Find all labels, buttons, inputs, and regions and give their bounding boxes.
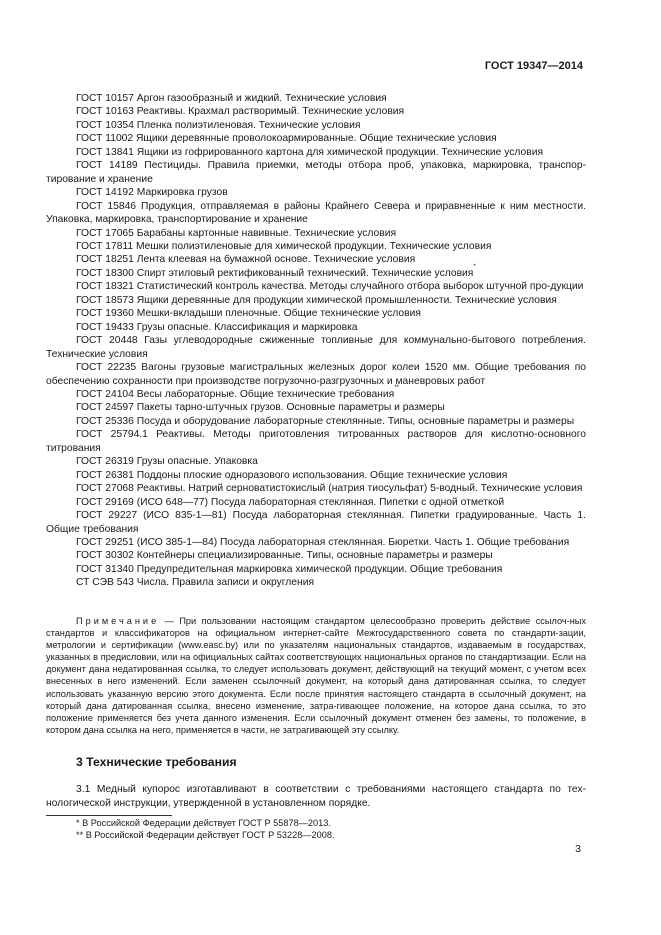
reference-item: ГОСТ 31340 Предупредительная маркировка химической продукции. Общие требования — [76, 563, 503, 575]
note-label: Примечание — [76, 616, 160, 626]
footnote: * В Российской Федерации действует ГОСТ Р 55878—2013. — [76, 818, 331, 828]
footnote-mark: * — [473, 263, 476, 270]
reference-item: ГОСТ 20448 Газы углеводородные сжиженные топливные для коммунально-бытового потребления. Технические условия — [46, 335, 586, 360]
reference-item: ГОСТ 29227 (ИСО 835-1—81) Посуда лабораторная стеклянная. Пипетки градуированные. Часть 1. Общие требования — [46, 510, 586, 535]
note-block — [46, 615, 586, 736]
reference-item: ГОСТ 29169 (ИСО 648—77) Посуда лабораторная стеклянная. Пипетки с одной отметкой — [76, 496, 505, 508]
reference-item: ГОСТ 19433 Грузы опасные. Классификация и маркировка — [76, 321, 358, 333]
normative-references-list — [46, 92, 586, 590]
reference-item: ГОСТ 26381 Поддоны плоские одноразового использования. Общие технические условия — [76, 469, 508, 481]
reference-text: ГОСТ 24104 Весы лабораторные. Общие технические требования — [76, 388, 395, 400]
reference-item: ГОСТ 13841 Ящики из гофрированного картона для химической продукции. Технические условия — [76, 146, 544, 158]
reference-item: ГОСТ 14189 Пестициды. Правила приемки, методы отбора проб, упаковка, маркировка, транспор-тирование и хранение — [46, 160, 586, 185]
reference-item: ГОСТ 22235 Вагоны грузовые магистральных железных дорог колеи 1520 мм. Общие требования по обеспечению сохранности при производстве погрузочно-разгрузочных и маневровых работ — [46, 362, 586, 387]
reference-item: ГОСТ 29251 (ИСО 385-1—84) Посуда лабораторная стеклянная. Бюретки. Часть 1. Общие требования — [76, 536, 570, 548]
section-title: 3 Технические требования — [76, 755, 237, 769]
footnote: ** В Российской Федерации действует ГОСТ Р 53228—2008. — [76, 830, 335, 841]
reference-item: ГОСТ 10163 Реактивы. Крахмал растворимый. Технические условия — [76, 106, 405, 118]
reference-item: ГОСТ 25336 Посуда и оборудование лабораторные стеклянные. Типы, основные параметры и размеры — [76, 415, 575, 427]
note-text: — При пользовании настоящим стандартом целесообразно проверить действие ссылоч-ных стандартов и классификаторов на официальном интернет-сайте Межгосударственного совета по стандарти-зации, метрологии и сертификации (www.easc.by) или по указателям национальных стандартов, издаваемым в государствах, указанных в предисловии, или на официальных сайтах соответствующих национальных органов по стандартизации. Если на документ дана недатированная ссылка, то следует использовать документ, действующий на текущий момент, с учетом всех внесенных в него изменений. Если заменен ссылочный документ, на который дана датированная ссылка, то следует использовать указанную версию этого документа. Если после принятия настоящего стандарта в ссылочный документ, на который дана датированная ссылка, внесено изменение, затра-гивающее положение, на которое дана ссылка, то это положение применяется без учета данного изменения. Если ссылочный документ отменен без замены, то положение, в котором дана ссылка на него, применяется в части, не затрагивающей эту ссылку. — [46, 616, 586, 735]
reference-item — [46, 263, 586, 280]
reference-item: ГОСТ 11002 Ящики деревянные проволокоармированные. Общие технические условия — [76, 133, 497, 145]
reference-item: ГОСТ 15846 Продукция, отправляемая в районы Крайнего Севера и приравненные к ним местности. Упаковка, маркировка, транспортирование и хранение — [46, 200, 586, 226]
footnote-divider — [46, 815, 172, 816]
reference-text: ГОСТ 18300 Спирт этиловый ректификованный технический. Технические условия — [76, 267, 474, 279]
reference-item: ГОСТ 26319 Грузы опасные. Упаковка — [76, 456, 258, 468]
section-paragraph: 3.1 Медный купорос изготавливают в соответствии с требованиями настоящего стандарта по тех-нологической инструкции, утвержденной в установленном порядке. — [46, 784, 586, 809]
footnote-mark: ** — [394, 384, 399, 391]
reference-item: ГОСТ 17811 Мешки полиэтиленовые для химической продукции. Технические условия — [76, 240, 492, 252]
reference-item: ГОСТ 19360 Мешки-вкладыши пленочные. Общие технические условия — [76, 308, 421, 320]
reference-item — [46, 384, 586, 401]
section-body — [46, 783, 586, 810]
reference-item: ГОСТ 24597 Пакеты тарно-штучных грузов. Основные параметры и размеры — [76, 402, 445, 414]
reference-item: СТ СЭВ 543 Числа. Правила записи и округления — [76, 577, 315, 589]
reference-item: ГОСТ 25794.1 Реактивы. Методы приготовления титрованных растворов для кислотно-основного титрования — [46, 429, 586, 454]
reference-item: ГОСТ 18321 Статистический контроль качества. Методы случайного отбора выборок штучной про-дукции — [76, 281, 584, 293]
reference-item: ГОСТ 18251 Лента клеевая на бумажной основе. Технические условия — [76, 254, 416, 266]
reference-item: ГОСТ 30302 Контейнеры специализированные. Типы, основные параметры и размеры — [76, 550, 493, 562]
reference-item: ГОСТ 10354 Пленка полиэтиленовая. Технические условия — [76, 119, 361, 131]
reference-item: ГОСТ 17065 Барабаны картонные навивные. Технические условия — [76, 227, 397, 239]
reference-item: ГОСТ 27068 Реактивы. Натрий серноватистокислый (натрия тиосульфат) 5-водный. Технические условия — [76, 483, 583, 495]
reference-item: ГОСТ 14192 Маркировка грузов — [76, 187, 228, 199]
reference-item: ГОСТ 18573 Ящики деревянные для продукции химической промышленности. Технические условия — [76, 294, 557, 306]
page-number: 3 — [575, 843, 581, 855]
reference-item: ГОСТ 10157 Аргон газообразный и жидкий. Технические условия — [76, 93, 387, 104]
footnotes — [76, 817, 335, 842]
document-header: ГОСТ 19347—2014 — [484, 60, 583, 72]
